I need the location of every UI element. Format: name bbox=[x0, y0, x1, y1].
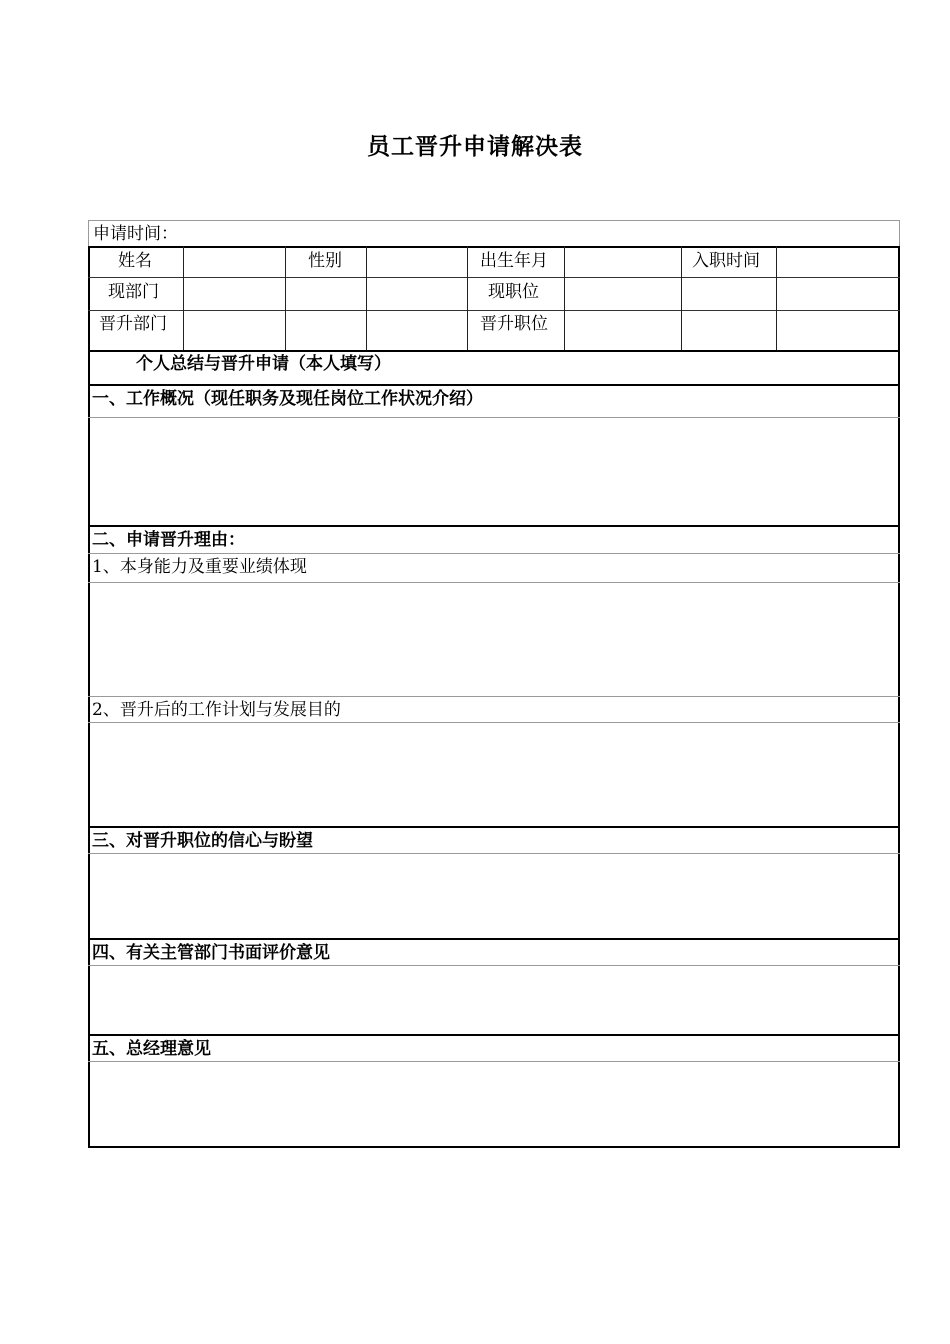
dept-evaluation-field[interactable] bbox=[91, 967, 896, 1033]
abilities-achievements-field[interactable] bbox=[91, 584, 896, 695]
grid-col bbox=[564, 246, 565, 350]
work-overview-field[interactable] bbox=[91, 419, 896, 524]
form-border-right bbox=[898, 246, 900, 1148]
gm-opinion-field[interactable] bbox=[91, 1063, 896, 1145]
gender-field[interactable] bbox=[368, 248, 466, 276]
rule bbox=[88, 310, 900, 311]
promo-position-label: 晋升职位 bbox=[480, 314, 548, 334]
promo-dept-field[interactable] bbox=[185, 312, 365, 349]
section-4-heading: 四、有关主管部门书面评价意见 bbox=[92, 943, 330, 963]
rule bbox=[88, 1061, 900, 1062]
promotion-form bbox=[88, 220, 900, 1148]
name-label: 姓名 bbox=[118, 251, 152, 271]
rule bbox=[88, 826, 900, 828]
rule bbox=[88, 1146, 900, 1148]
grid-col bbox=[183, 246, 184, 350]
apply-time-field[interactable] bbox=[228, 222, 896, 245]
rule bbox=[88, 853, 900, 854]
rule bbox=[88, 384, 900, 386]
form-top-border bbox=[88, 220, 900, 221]
form-border-left-top bbox=[88, 220, 89, 247]
gender-label: 性别 bbox=[308, 251, 342, 271]
section-3-heading: 三、对晋升职位的信心与盼望 bbox=[92, 831, 313, 851]
hire-date-label: 入职时间 bbox=[692, 251, 760, 271]
name-field[interactable] bbox=[185, 248, 284, 276]
rule bbox=[88, 938, 900, 940]
summary-header: 个人总结与晋升申请（本人填写） bbox=[136, 354, 391, 374]
section-2-heading: 二、申请晋升理由： bbox=[92, 530, 245, 550]
rule bbox=[88, 965, 900, 966]
confidence-expectation-field[interactable] bbox=[91, 855, 896, 937]
form-border-right-top bbox=[899, 220, 900, 247]
section-2-item-2: 2、晋升后的工作计划与发展目的 bbox=[92, 700, 341, 720]
rule bbox=[88, 722, 900, 723]
section-2-item-1: 1、本身能力及重要业绩体现 bbox=[92, 557, 307, 577]
section-1-heading: 一、工作概况（现任职务及现任岗位工作状况介绍） bbox=[92, 389, 483, 409]
apply-time-label: 申请时间： bbox=[93, 224, 178, 244]
rule bbox=[88, 582, 900, 583]
hire-date-field[interactable] bbox=[778, 248, 896, 276]
rule bbox=[88, 1034, 900, 1036]
rule bbox=[88, 277, 900, 278]
work-plan-field[interactable] bbox=[91, 724, 896, 825]
section-5-heading: 五、总经理意见 bbox=[92, 1039, 211, 1059]
promo-dept-label: 晋升部门 bbox=[99, 314, 167, 334]
rule bbox=[88, 525, 900, 527]
birth-label: 出生年月 bbox=[480, 251, 548, 271]
rule bbox=[88, 696, 900, 697]
rule bbox=[88, 417, 900, 418]
grid-col bbox=[366, 246, 367, 350]
current-dept-label: 现部门 bbox=[108, 282, 159, 302]
form-border-left bbox=[88, 246, 90, 1148]
birth-field[interactable] bbox=[566, 248, 680, 276]
current-position-label: 现职位 bbox=[488, 282, 539, 302]
current-dept-field[interactable] bbox=[185, 279, 365, 309]
rule bbox=[88, 553, 900, 554]
rule bbox=[88, 350, 900, 352]
page-title: 员工晋升申请解决表 bbox=[367, 134, 583, 160]
promo-position-field[interactable] bbox=[566, 312, 896, 349]
current-position-field[interactable] bbox=[566, 279, 896, 309]
grid-col bbox=[467, 246, 468, 350]
